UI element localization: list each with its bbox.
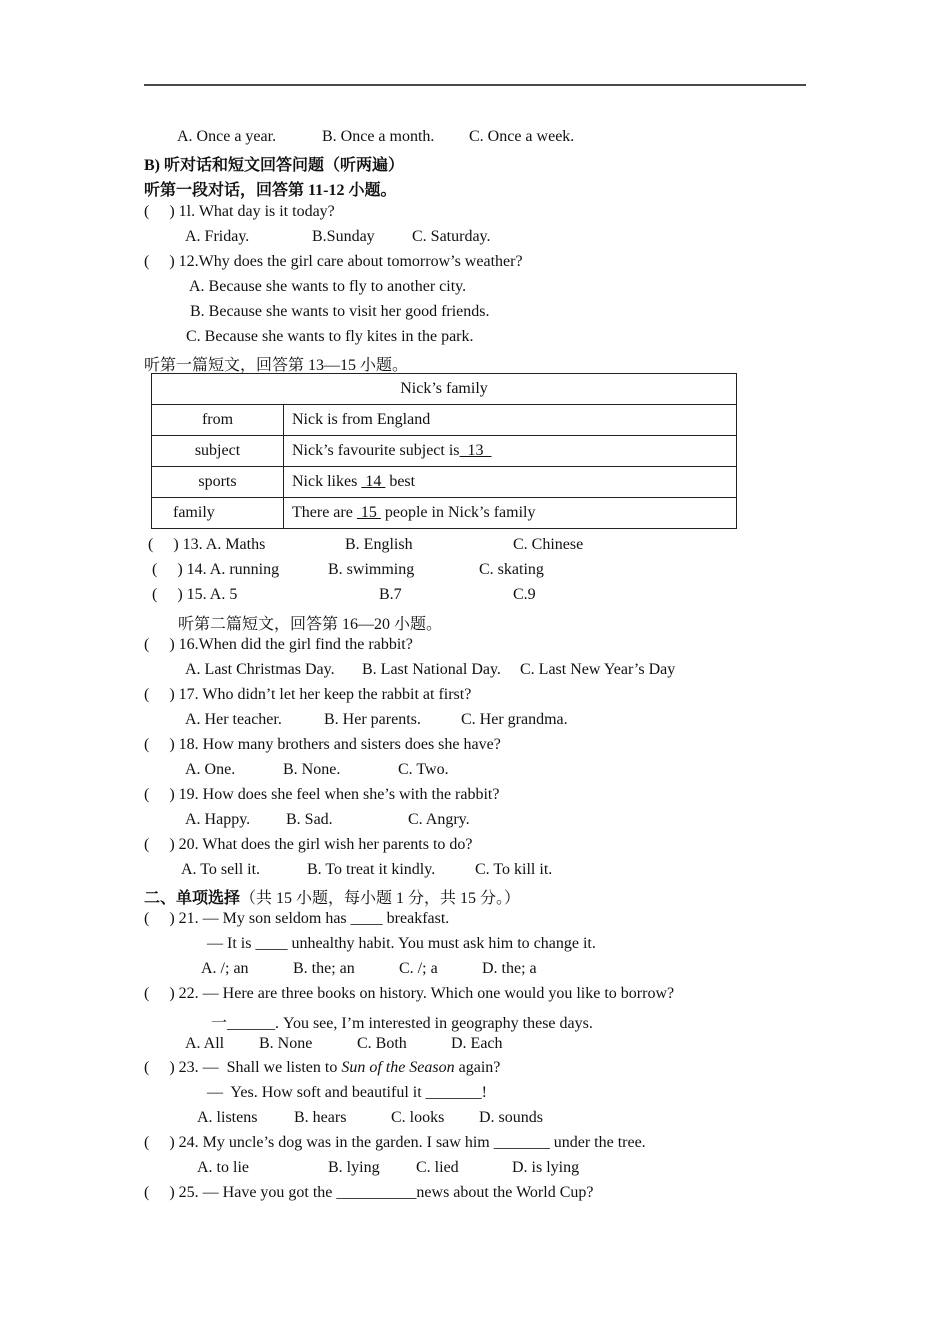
q23-option-d: D. sounds [479, 1109, 544, 1126]
blank-14: 14 [361, 473, 386, 490]
q22-stem: ( ) 22. — Here are three books on history. Which one would you like to borrow? [144, 985, 675, 1002]
q21-stem: ( ) 21. — My son seldom has ____ breakfast. [144, 910, 450, 927]
table-key: sports [152, 467, 284, 498]
q12-option-c: C. Because she wants to fly kites in the park. [186, 328, 474, 345]
q22-option-d: D. Each [451, 1035, 503, 1052]
passage1-instruction: 听第一篇短文，回答第 13—15 小题。 [144, 357, 409, 374]
q20-stem: ( ) 20. What does the girl wish her parents to do? [144, 836, 473, 853]
passage2-instruction: 听第二篇短文，回答第 16—20 小题。 [178, 616, 443, 633]
q24-option-a: A. to lie [197, 1159, 249, 1176]
q19-option-b: B. Sad. [286, 811, 333, 828]
q22-line2: 一______. You see, I’m interested in geography these days. [211, 1015, 593, 1032]
q16-stem: ( ) 16.When did the girl find the rabbit? [144, 636, 413, 653]
q23-stem-post: again? [454, 1059, 501, 1076]
q18-stem: ( ) 18. How many brothers and sisters does she have? [144, 736, 501, 753]
q15-prefix: ( ) 15. A. 5 [152, 586, 238, 603]
q20-option-a: A. To sell it. [181, 861, 261, 878]
q18-option-c: C. Two. [398, 761, 449, 778]
q15-option-c: C.9 [513, 586, 536, 603]
header-rule [144, 84, 806, 86]
table-value [284, 498, 737, 529]
table-key: family [152, 498, 284, 529]
q16-option-b: B. Last National Day. [362, 661, 501, 678]
q17-option-c: C. Her grandma. [461, 711, 568, 728]
table-key: subject [152, 436, 284, 467]
q24-stem: ( ) 24. My uncle’s dog was in the garden. I saw him _______ under the tree. [144, 1134, 646, 1151]
q10-option-b: B. Once a month. [322, 128, 435, 145]
q24-option-b: B. lying [328, 1159, 380, 1176]
section-b-title: B) 听对话和短文回答问题（听两遍） [144, 157, 405, 174]
q10-option-c: C. Once a week. [469, 128, 575, 145]
q12-stem: ( ) 12.Why does the girl care about tomorrow’s weather? [144, 253, 523, 270]
q19-option-a: A. Happy. [185, 811, 251, 828]
q23-option-b: B. hears [294, 1109, 347, 1126]
table-value [284, 467, 737, 498]
q16-option-c: C. Last New Year’s Day [520, 661, 676, 678]
q18-option-b: B. None. [283, 761, 341, 778]
q18-option-a: A. One. [185, 761, 236, 778]
q19-option-c: C. Angry. [408, 811, 470, 828]
q21-line2: — It is ____ unhealthy habit. You must ask him to change it. [207, 935, 596, 952]
table-key: from [152, 405, 284, 436]
section2-title [144, 885, 520, 908]
q11-stem: ( ) 1l. What day is it today? [144, 203, 335, 220]
q11-option-c: C. Saturday. [412, 228, 491, 245]
table-value [284, 436, 737, 467]
q23-option-c: C. looks [391, 1109, 445, 1126]
table-row [152, 467, 737, 498]
q22-option-c: C. Both [357, 1035, 407, 1052]
q21-option-b: B. the; an [293, 960, 355, 977]
value-text: There are [292, 504, 357, 521]
q10-option-a: A. Once a year. [177, 128, 277, 145]
blank-13: 13 [459, 442, 492, 459]
value-text: Nick’s favourite subject is [292, 442, 460, 459]
q17-stem: ( ) 17. Who didn’t let her keep the rabbit at first? [144, 686, 472, 703]
q13-option-b: B. English [345, 536, 413, 553]
q22-option-a: A. All [185, 1035, 225, 1052]
q23-option-a: A. listens [197, 1109, 258, 1126]
section2-title-rest: （共 15 小题，每小题 1 分，共 15 分。） [240, 890, 521, 907]
q24-option-c: C. lied [416, 1159, 459, 1176]
q15-option-b: B.7 [379, 586, 402, 603]
q21-option-c: C. /; a [399, 960, 438, 977]
q14-option-c: C. skating [479, 561, 544, 578]
q17-option-a: A. Her teacher. [185, 711, 282, 728]
dialog1-instruction: 听第一段对话，回答第 11-12 小题。 [144, 182, 397, 199]
blank-15: 15 [356, 504, 381, 521]
table-row [152, 405, 737, 436]
nick-family-table [151, 373, 737, 529]
q14-option-b: B. swimming [328, 561, 415, 578]
value-text: best [385, 473, 416, 490]
table-row [152, 436, 737, 467]
q20-option-b: B. To treat it kindly. [307, 861, 436, 878]
q13-prefix: ( ) 13. A. Maths [148, 536, 266, 553]
q19-stem: ( ) 19. How does she feel when she’s with the rabbit? [144, 786, 500, 803]
q21-option-a: A. /; an [201, 960, 249, 977]
q17-option-b: B. Her parents. [324, 711, 421, 728]
table-row [152, 498, 737, 529]
q23-line2: — Yes. How soft and beautiful it _______! [207, 1084, 487, 1101]
q20-option-c: C. To kill it. [475, 861, 553, 878]
q12-option-a: A. Because she wants to fly to another city. [189, 278, 467, 295]
value-text: Nick likes [292, 473, 362, 490]
q23-stem-pre: ( ) 23. — Shall we listen to [144, 1059, 342, 1076]
q13-option-c: C. Chinese [513, 536, 584, 553]
q21-option-d: D. the; a [482, 960, 537, 977]
table-value: Nick is from England [284, 405, 737, 436]
table-title: Nick’s family [152, 374, 737, 405]
value-text: people in Nick’s family [380, 504, 536, 521]
q11-option-b: B.Sunday [312, 228, 375, 245]
section2-title-bold: 二、单项选择 [144, 890, 241, 907]
q12-option-b: B. Because she wants to visit her good friends. [190, 303, 490, 320]
q11-option-a: A. Friday. [185, 228, 250, 245]
song-title: Sun of the Season [341, 1059, 455, 1076]
q22-option-b: B. None [259, 1035, 313, 1052]
q16-option-a: A. Last Christmas Day. [185, 661, 335, 678]
q23-stem [144, 1059, 500, 1077]
q14-prefix: ( ) 14. A. running [152, 561, 280, 578]
q24-option-d: D. is lying [512, 1159, 580, 1176]
q25-stem: ( ) 25. — Have you got the __________news about the World Cup? [144, 1184, 594, 1201]
